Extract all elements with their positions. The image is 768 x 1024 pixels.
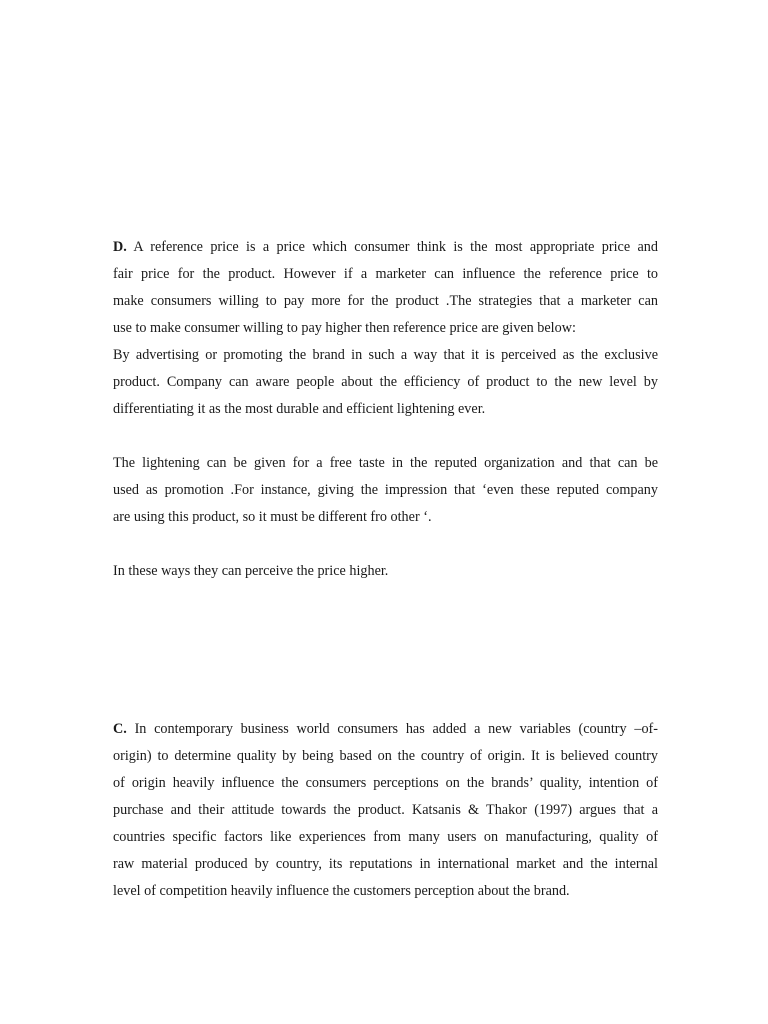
section-c-line-3: of origin heavily influence the consumers perceptions on the brands’ quality, intention of [113, 775, 658, 791]
section-d-line-7: differentiating it as the most durable and efficient lightening ever. [113, 401, 486, 417]
section-d-para2-line-1: The lightening can be given for a free taste in the reputed organization and that can be [113, 455, 658, 471]
section-c-line-2: origin) to determine quality by being based on the country of origin. It is believed country [113, 748, 658, 764]
section-c-text: In contemporary business world consumers has added a new variables (country –of- [134, 721, 658, 737]
section-d-line-1 [113, 238, 658, 256]
section-c-heading: C. [113, 721, 127, 737]
section-d-line-4: use to make consumer willing to pay higher then reference price are given below: [113, 320, 576, 336]
section-d-heading: D. [113, 239, 127, 255]
section-c-line-1 [113, 720, 658, 738]
section-c-line-6: raw material produced by country, its reputations in international market and the internal [113, 856, 658, 872]
section-d-line-2: fair price for the product. However if a marketer can influence the reference price to [113, 266, 658, 282]
section-c-line-5: countries specific factors like experiences from many users on manufacturing, quality of [113, 829, 658, 845]
section-d-para2-line-3: are using this product, so it must be different fro other ‘. [113, 509, 432, 525]
section-c-line-4: purchase and their attitude towards the product. Katsanis & Thakor (1997) argues that a [113, 802, 658, 818]
section-d-text: A reference price is a price which consumer think is the most appropriate price and [133, 239, 658, 255]
section-d-line-3: make consumers willing to pay more for the product .The strategies that a marketer can [113, 293, 658, 309]
section-c-line-7: level of competition heavily influence the customers perception about the brand. [113, 883, 570, 899]
section-d-line-5: By advertising or promoting the brand in such a way that it is perceived as the exclusive [113, 347, 658, 363]
section-d-para3: In these ways they can perceive the price higher. [113, 563, 389, 579]
section-d-line-6: product. Company can aware people about the efficiency of product to the new level by [113, 374, 658, 390]
section-d-para2-line-2: used as promotion .For instance, giving the impression that ‘even these reputed company [113, 482, 658, 498]
